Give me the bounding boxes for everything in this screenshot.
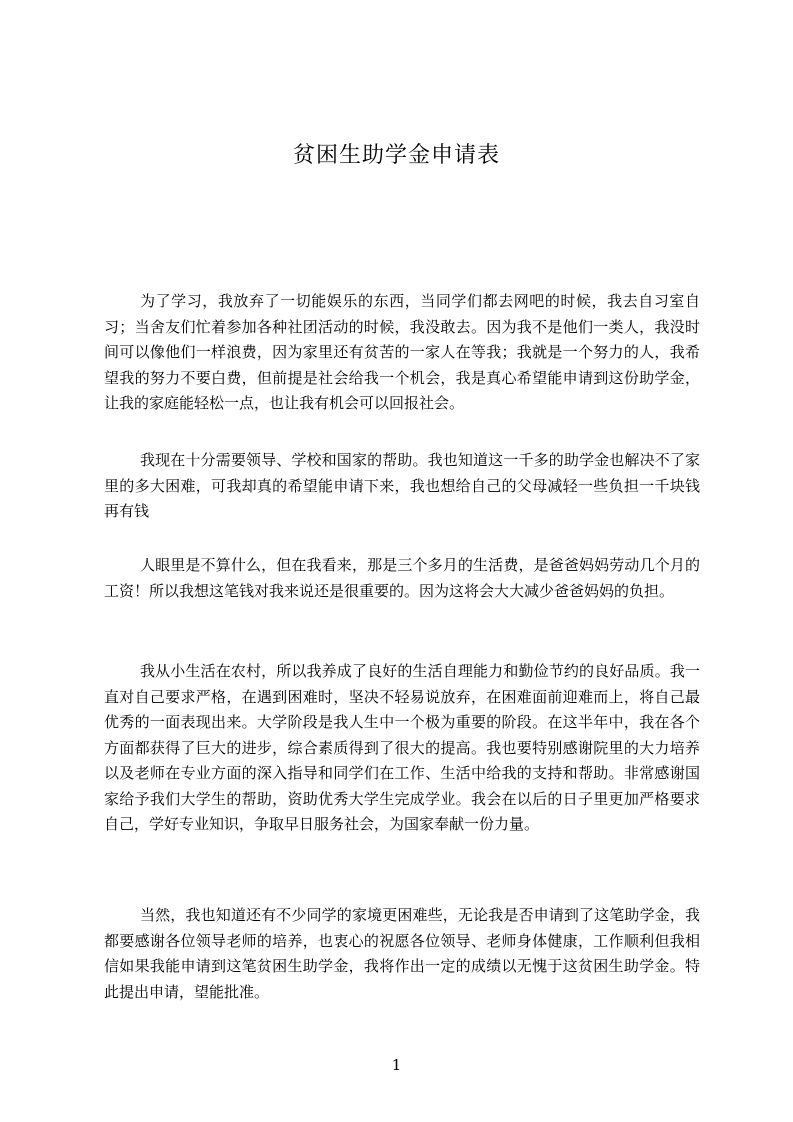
paragraph-1: 为了学习，我放弃了一切能娱乐的东西，当同学们都去网吧的时候，我去自习室自习；当舍友们忙着参加各种社团活动的时候，我没敢去。因为我不是他们一类人，我没时间可以像他们一样浪费，因为家里还有贫苦的一家人在等我；我就是一个努力的人，我希望我的努力不要白费，但前提是社会给我一个机会，我是真心希望能申请到这份助学金，让我的家庭能轻松一点，也让我有机会可以回报社会。 bbox=[104, 292, 700, 412]
paragraph-5: 当然，我也知道还有不少同学的家境更困难些，无论我是否申请到了这笔助学金，我都要感谢各位领导老师的培养，也衷心的祝愿各位领导、老师身体健康，工作顺利但我相信如果我能申请到这笔贫困生助学金，我将作出一定的成绩以无愧于这贫困生助学金。特此提出申请，望能批准。 bbox=[104, 906, 700, 1001]
paragraph-2: 我现在十分需要领导、学校和国家的帮助。我也知道这一千多的助学金也解决不了家里的多大困难，可我却真的希望能申请下来，我也想给自己的父母减轻一些负担一千块钱再有钱 bbox=[104, 451, 700, 520]
page-number: 1 bbox=[391, 1056, 402, 1074]
paragraph-3: 人眼里是不算什么，但在我看来，那是三个多月的生活费，是爸爸妈妈劳动几个月的工资！所以我想这笔钱对我来说还是很重要的。因为这将会大大减少爸爸妈妈的负担。 bbox=[104, 556, 700, 600]
paragraph-4: 我从小生活在农村，所以我养成了良好的生活自理能力和勤俭节约的良好品质。我一直对自己要求严格，在遇到困难时，坚决不轻易说放弃，在困难面前迎难而上，将自己最优秀的一面表现出来。大学阶段是我人生中一个极为重要的阶段。在这半年中，我在各个方面都获得了巨大的进步，综合素质得到了很大的提高。我也要特别感谢院里的大力培养以及老师在专业方面的深入指导和同学们在工作、生活中给我的支持和帮助。非常感谢国家给予我们大学生的帮助，资助优秀大学生完成学业。我会在以后的日子里更加严格要求自己，学好专业知识，争取早日服务社会，为国家奉献一份力量。 bbox=[104, 662, 700, 833]
document-title: 贫困生助学金申请表 bbox=[292, 143, 500, 168]
